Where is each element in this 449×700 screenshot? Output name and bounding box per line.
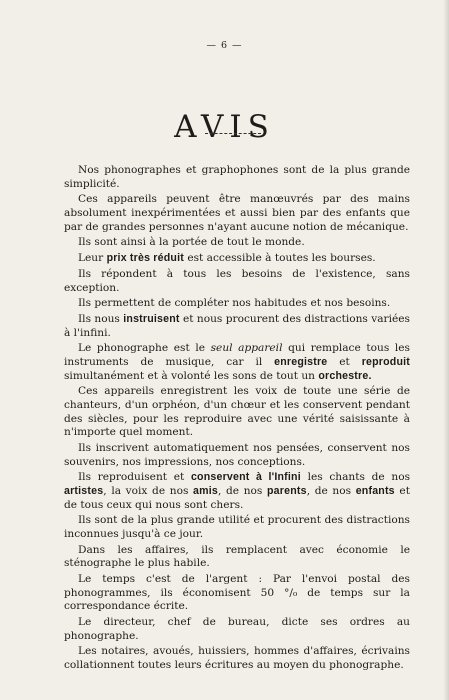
page-edge-shadow — [443, 0, 449, 700]
paragraph — [64, 573, 410, 614]
paragraph — [64, 236, 410, 250]
paragraph — [64, 442, 410, 469]
text-run: et de tous ceux qui nous sont chers. — [64, 484, 410, 511]
paragraph — [64, 313, 410, 340]
text-run: Ils inscrivent automatiquement nos pensées, conservent nos souvenirs, nos impressions, nos conceptions. — [64, 441, 410, 468]
body-text — [64, 164, 410, 675]
text-run: , de nos — [306, 484, 356, 497]
paragraph — [64, 164, 410, 191]
text-run: Ces appareils peuvent être manœuvrés par des mains absolument inexpérimentées et aussi bien par des enfants que par de grandes personnes n'ayant aucune notion de mécanique. — [64, 193, 410, 233]
text-run: qui remplace tous les instruments de musique, car il — [64, 342, 410, 369]
paragraph — [64, 342, 410, 383]
paragraph — [64, 193, 410, 234]
paragraph — [64, 471, 410, 512]
paragraph — [64, 385, 410, 439]
paragraph — [64, 616, 410, 643]
text-run: Ils sont de la plus grande utilité et procurent des distractions inconnues jusqu'à ce jour. — [64, 514, 410, 540]
title-divider — [205, 133, 261, 134]
text-run: Le temps c'est de l'argent : Par l'envoi postal des phonogrammes, ils économisent 50 °/₀ de temps sur la correspondance écrite. — [64, 573, 410, 613]
emphasized-text: orchestre. — [318, 369, 372, 382]
emphasized-text: conservent à l'Infini — [190, 471, 301, 484]
text-run: est accessible à toutes les bourses. — [183, 252, 376, 265]
text-run: Les notaires, avoués, huissiers, hommes d'affaires, écrivains collationnent toutes leurs écritures au moyen du phonographe. — [64, 645, 410, 671]
emphasized-text: amis — [193, 484, 218, 497]
emphasized-text: parents — [267, 484, 307, 497]
text-run: simultanément et à volonté les sons de tout un — [64, 369, 319, 382]
text-run: Le directeur, chef de bureau, dicte ses ordres au phonographe. — [64, 616, 410, 642]
text-run: Ils nous — [78, 313, 124, 326]
page-title: AVIS — [174, 108, 275, 145]
emphasized-text: enfants — [355, 484, 395, 497]
text-run: et — [327, 356, 362, 369]
text-run: Dans les affaires, ils remplacent avec économie le sténographe le plus habile. — [64, 543, 410, 570]
text-run: Ils sont ainsi à la portée de tout le monde. — [78, 236, 305, 249]
text-run: les chants de nos — [300, 471, 411, 484]
text-run: Ils répondent à tous les besoins de l'existence, sans exception. — [64, 267, 410, 294]
text-run: et nous procurent des distractions variées à l'infini. — [64, 313, 410, 339]
paragraph — [64, 645, 410, 672]
emphasized-text: enregistre — [274, 356, 328, 369]
paragraph — [64, 544, 410, 571]
paragraph — [64, 514, 410, 541]
emphasized-text: artistes — [64, 484, 104, 497]
italic-text: seul appareil — [210, 342, 283, 355]
text-run: Ils reproduisent et — [78, 471, 191, 484]
paragraph — [64, 297, 410, 311]
page-number: — 6 — — [206, 40, 243, 51]
text-run: , la voix de nos — [103, 484, 194, 497]
text-run: Ils permettent de compléter nos habitudes et nos besoins. — [78, 297, 391, 310]
text-run: Nos phonographes et graphophones sont de la plus grande simplicité. — [64, 164, 410, 190]
emphasized-text: instruisent — [123, 313, 180, 326]
text-run: Ces appareils enregistrent les voix de toute une série de chanteurs, d'un orphéon, d'un chœur et les conservent pendant des siècles, pour les reproduire avec une vérité saisissante à n'importe quel moment. — [64, 385, 410, 439]
text-run: Leur — [78, 252, 107, 265]
emphasized-text: prix très réduit — [106, 252, 184, 265]
paragraph — [64, 252, 410, 266]
paragraph — [64, 268, 410, 295]
emphasized-text: reproduit — [361, 356, 410, 369]
text-run: , de nos — [218, 484, 268, 497]
text-run: Le phonographe est le — [78, 342, 211, 355]
